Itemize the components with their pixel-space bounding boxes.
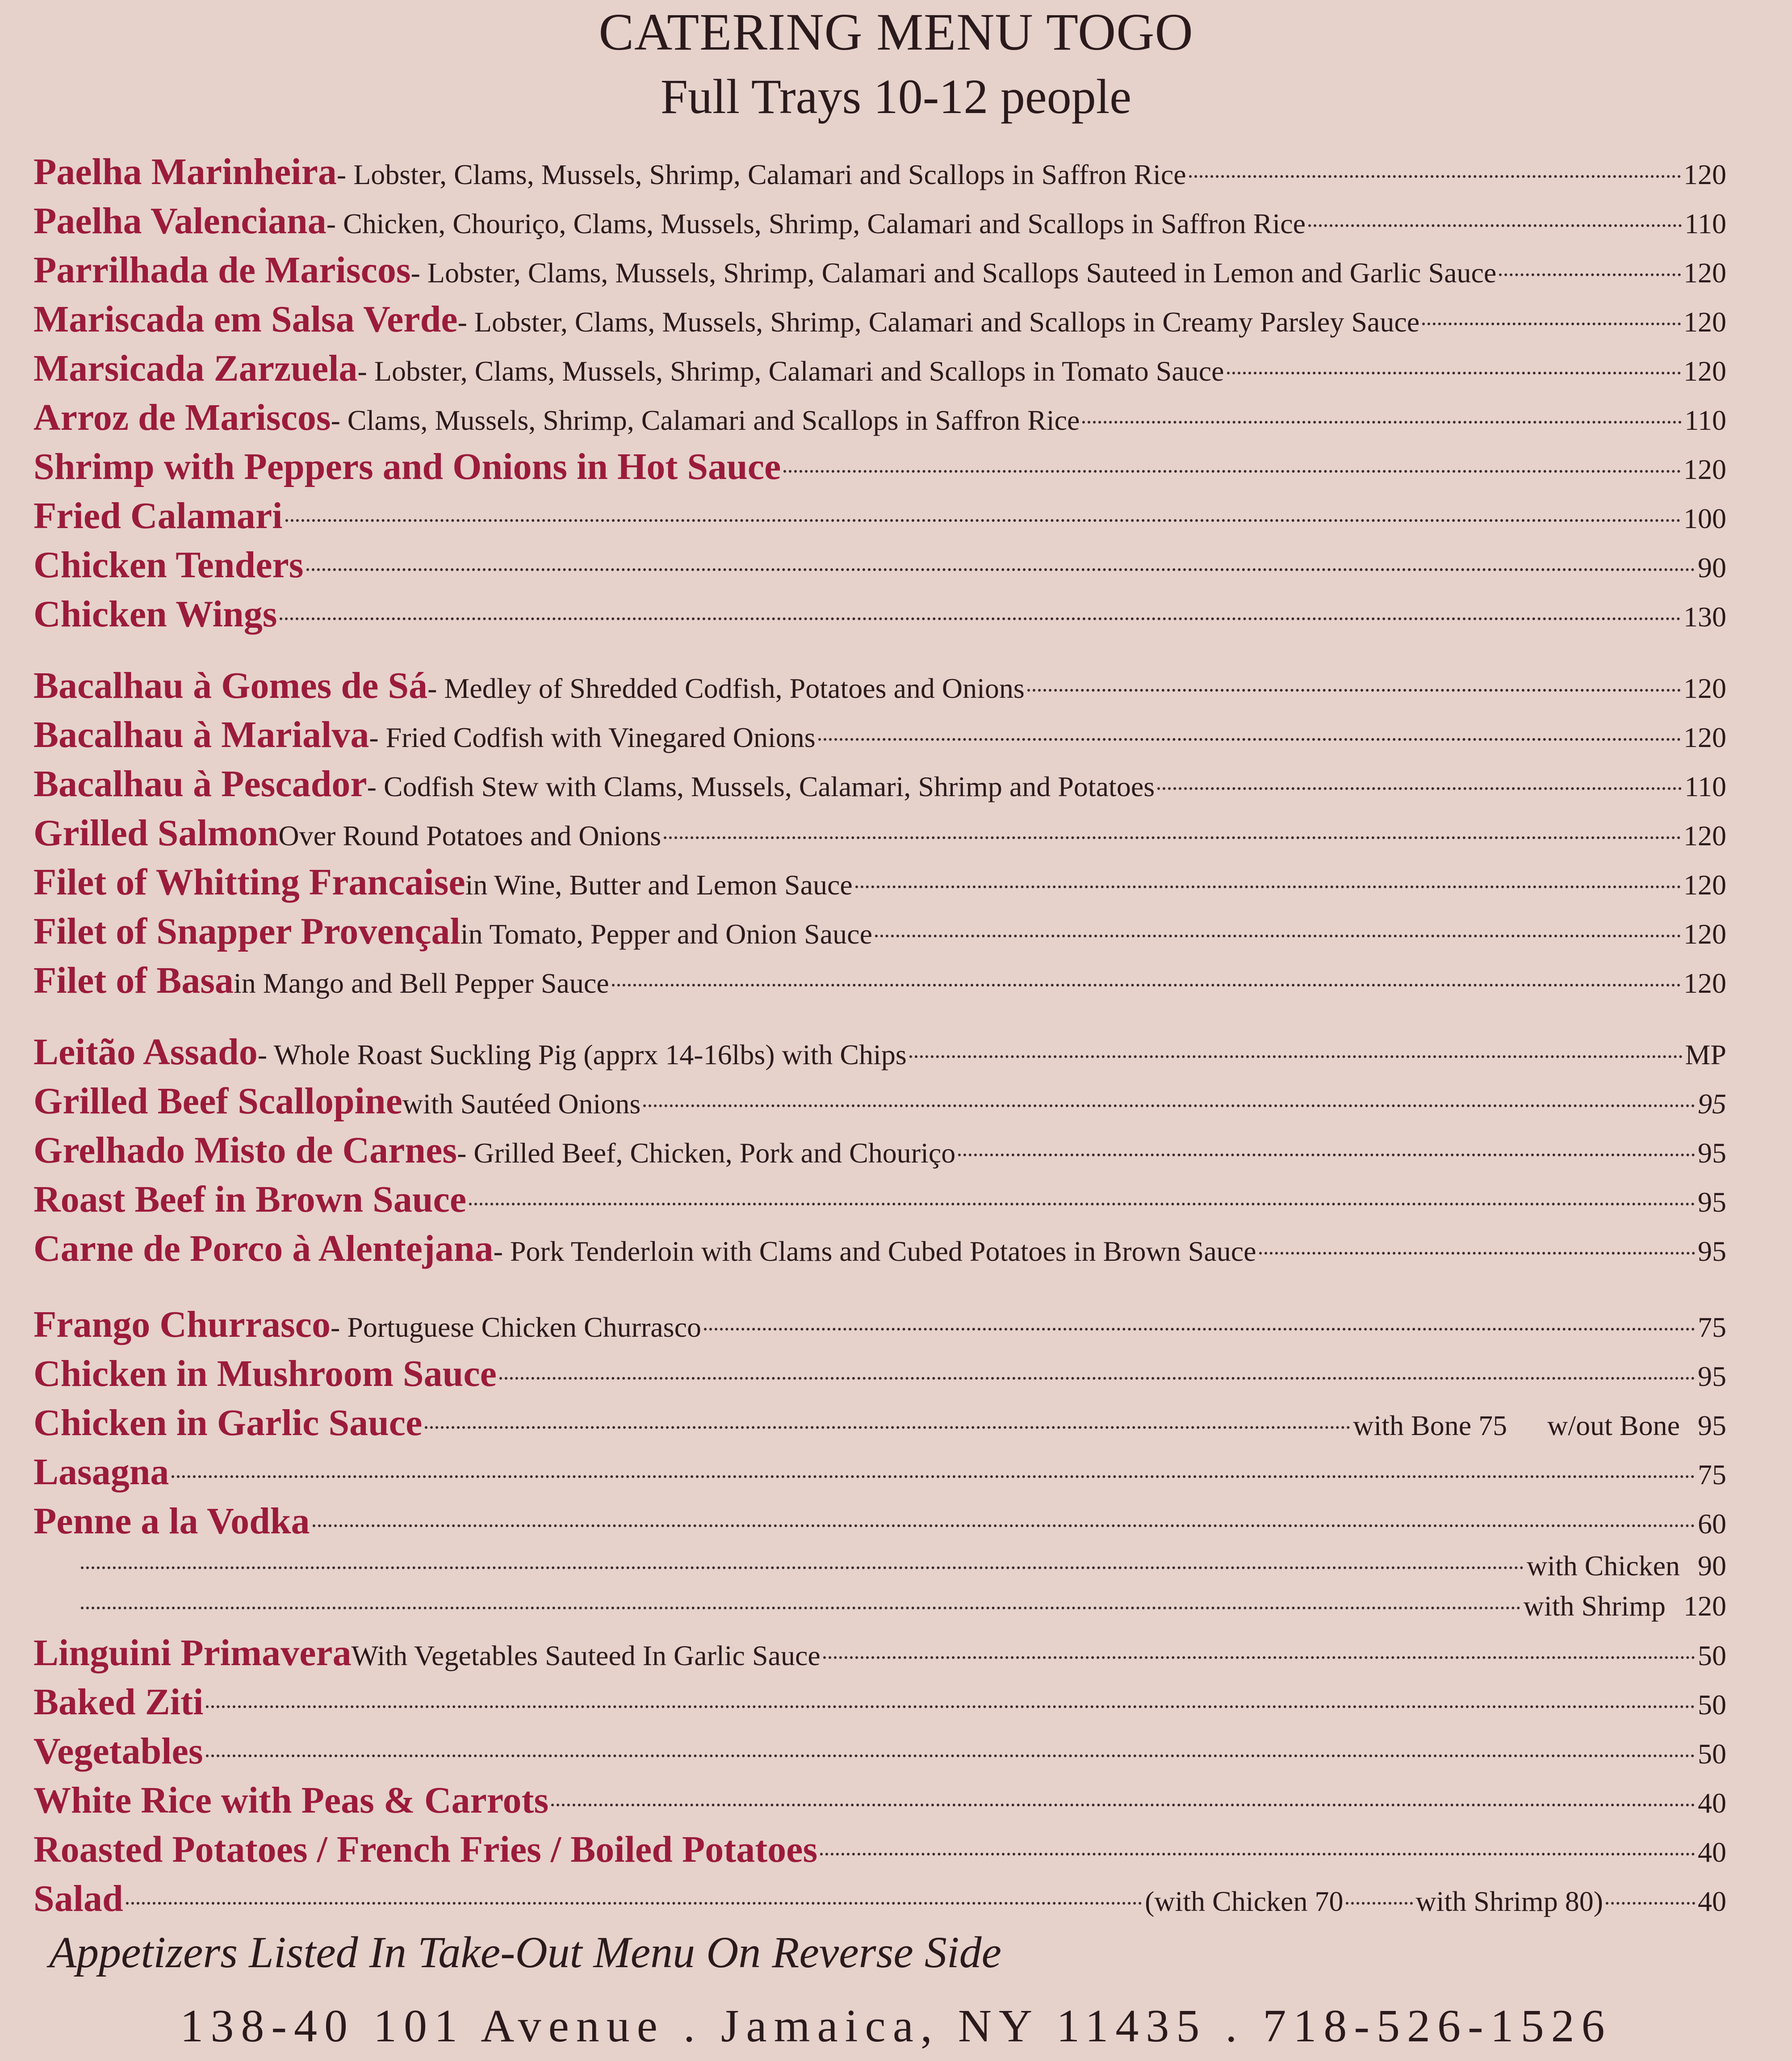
dot-leader <box>820 1853 1695 1855</box>
menu-item <box>33 393 1726 442</box>
dot-leader <box>612 984 1681 986</box>
menu-item <box>33 760 1726 809</box>
item-price: 75 <box>1698 1311 1726 1343</box>
dot-leader <box>1606 1902 1695 1905</box>
menu-item <box>33 1727 1726 1776</box>
item-price: 40 <box>1698 1787 1726 1819</box>
option-label: with Shrimp <box>1523 1590 1666 1622</box>
menu-item <box>33 491 1726 541</box>
item-description: - Codfish Stew with Clams, Mussels, Calamari, Shrimp and Potatoes <box>367 771 1155 802</box>
dot-leader <box>469 1203 1695 1205</box>
item-description: - Lobster, Clams, Mussels, Shrimp, Calamari and Scallops in Saffron Rice <box>336 159 1186 190</box>
menu-item <box>33 1077 1726 1126</box>
menu-item <box>33 197 1726 246</box>
item-price: 95 <box>1698 1186 1726 1218</box>
item-name: Filet of Basa <box>33 960 234 1001</box>
dot-leader <box>206 1755 1695 1757</box>
item-description: - Grilled Beef, Chicken, Pork and Chouriço <box>457 1137 956 1169</box>
item-price: 90 <box>1698 552 1726 583</box>
item-description: - Lobster, Clams, Mussels, Shrimp, Calamari and Scallops in Creamy Parsley Sauce <box>457 306 1420 338</box>
item-name: Grilled Beef Scallopine <box>33 1080 402 1122</box>
item-price: 50 <box>1698 1689 1726 1721</box>
item-price: 40 <box>1698 1836 1726 1868</box>
menu-title: CATERING MENU TOGO <box>599 3 1193 61</box>
menu-item <box>33 1224 1726 1273</box>
item-description: - Whole Roast Suckling Pig (apprx 14-16lbs) with Chips <box>257 1039 907 1070</box>
menu-item <box>33 1678 1726 1727</box>
dot-leader <box>823 1656 1695 1659</box>
dot-leader <box>81 1566 1524 1569</box>
item-name: Salad <box>33 1878 123 1919</box>
item-price: 130 <box>1683 601 1726 633</box>
item-name: Chicken Wings <box>33 593 277 635</box>
item-name: Roast Beef in Brown Sauce <box>33 1179 467 1220</box>
item-description: in Mango and Bell Pepper Sauce <box>233 967 609 999</box>
item-description: - Pork Tenderloin with Clams and Cubed Potatoes in Brown Sauce <box>493 1235 1256 1267</box>
item-description: - Lobster, Clams, Mussels, Shrimp, Calamari and Scallops in Tomato Sauce <box>357 355 1224 387</box>
item-name: Bacalhau à Pescador <box>33 763 367 805</box>
dot-leader <box>280 617 1681 620</box>
item-price: 120 <box>1683 672 1726 704</box>
item-name: Mariscada em Salsa Verde <box>33 298 458 340</box>
item-name: Grelhado Misto de Carnes <box>33 1129 457 1171</box>
item-price: 120 <box>1683 306 1726 338</box>
menu-item <box>33 1126 1726 1175</box>
dot-leader <box>818 738 1681 741</box>
dot-leader <box>958 1154 1695 1156</box>
dot-leader <box>909 1055 1683 1058</box>
dot-leader <box>126 1902 1142 1905</box>
item-name: Lasagna <box>33 1451 169 1493</box>
item-description: Over Round Potatoes and Onions <box>278 820 662 852</box>
dot-leader <box>313 1524 1695 1527</box>
menu-item <box>33 147 1726 197</box>
item-name: Leitão Assado <box>33 1031 258 1073</box>
menu-item <box>33 541 1726 590</box>
item-name: Chicken Tenders <box>33 544 304 586</box>
item-name: Linguini Primavera <box>33 1632 352 1674</box>
menu-item <box>33 858 1726 907</box>
dot-leader <box>1259 1252 1695 1255</box>
item-price: 120 <box>1683 820 1726 852</box>
item-price: 95 <box>1698 1235 1726 1267</box>
item-price: 120 <box>1683 918 1726 950</box>
menu-item <box>33 1349 1726 1398</box>
item-name: Shrimp with Peppers and Onions in Hot Sauce <box>33 446 781 487</box>
item-price: 100 <box>1683 503 1726 534</box>
item-description: - Chicken, Chouriço, Clams, Mussels, Shrimp, Calamari and Scallops in Saffron Rice <box>326 208 1306 239</box>
item-description: in Tomato, Pepper and Onion Sauce <box>460 918 872 950</box>
item-price: 75 <box>1698 1459 1726 1490</box>
item-description: with Sautéed Onions <box>402 1088 641 1120</box>
restaurant-address: 138-40 101 Avenue . Jamaica, NY 11435 . 718-526-1526 <box>180 2000 1612 2052</box>
dot-leader <box>875 935 1681 937</box>
menu-item <box>33 661 1726 710</box>
item-price: 110 <box>1684 771 1726 802</box>
salad-chicken-option: (with Chicken 70 <box>1145 1885 1344 1917</box>
dot-leader <box>783 470 1681 473</box>
item-price: 120 <box>1683 869 1726 901</box>
menu-item <box>33 1028 1726 1077</box>
item-name: Arroz de Mariscos <box>33 397 331 438</box>
item-price: MP <box>1685 1039 1726 1070</box>
item-price: 110 <box>1684 208 1726 239</box>
item-price: 120 <box>1683 453 1726 485</box>
dot-leader <box>1082 421 1682 424</box>
dot-leader <box>499 1377 1695 1380</box>
dot-leader <box>551 1804 1695 1806</box>
item-name: Chicken in Garlic Sauce <box>33 1402 423 1444</box>
menu-item <box>33 907 1726 956</box>
item-name: Bacalhau à Gomes de Sá <box>33 665 428 706</box>
dot-leader <box>1027 689 1681 692</box>
dot-leader <box>664 836 1681 839</box>
menu-item <box>33 710 1726 760</box>
dot-leader <box>306 568 1696 571</box>
penne-option <box>78 1546 1726 1586</box>
item-name: Penne a la Vodka <box>33 1500 310 1542</box>
item-name: Chicken in Mushroom Sauce <box>33 1353 497 1394</box>
menu-item <box>33 442 1726 491</box>
item-price: 50 <box>1698 1738 1726 1770</box>
reverse-side-note: Appetizers Listed In Take-Out Menu On Reverse Side <box>49 1927 1001 1977</box>
item-name: Marsicada Zarzuela <box>33 348 358 389</box>
menu-item <box>33 956 1726 1005</box>
item-name: Filet of Whitting Francaise <box>33 861 465 903</box>
item-price: 120 <box>1683 722 1726 753</box>
menu-item <box>33 1776 1726 1825</box>
menu-item <box>33 1825 1726 1874</box>
salad-shrimp-option: with Shrimp 80) <box>1415 1885 1603 1917</box>
item-name: Paelha Marinheira <box>33 151 337 193</box>
item-description: - Clams, Mussels, Shrimp, Calamari and Scallops in Saffron Rice <box>331 404 1080 436</box>
menu-item <box>33 344 1726 393</box>
item-price: 110 <box>1684 404 1726 436</box>
dot-leader <box>1157 787 1682 790</box>
dot-leader <box>81 1607 1521 1609</box>
item-name: Bacalhau à Marialva <box>33 714 369 756</box>
item-price: 120 <box>1683 355 1726 387</box>
menu-item <box>33 590 1726 639</box>
item-description: With Vegetables Sauteed In Garlic Sauce <box>351 1640 821 1671</box>
menu-item <box>33 1448 1726 1497</box>
item-description: - Lobster, Clams, Mussels, Shrimp, Calamari and Scallops Sauteed in Lemon and Garlic Sauce <box>410 257 1497 289</box>
item-name: Carne de Porco à Alentejana <box>33 1228 494 1269</box>
dot-leader <box>425 1426 1350 1429</box>
dot-leader <box>172 1475 1695 1478</box>
with-bone-price: with Bone 75 <box>1353 1410 1507 1441</box>
item-price: 50 <box>1698 1640 1726 1671</box>
item-description: in Wine, Butter and Lemon Sauce <box>465 869 853 901</box>
menu-item <box>33 1175 1726 1224</box>
item-name: Filet of Snapper Provençal <box>33 911 461 952</box>
dot-leader <box>206 1705 1695 1708</box>
dot-leader <box>704 1328 1695 1331</box>
item-name: Vegetables <box>33 1730 203 1772</box>
item-name: Baked Ziti <box>33 1681 204 1723</box>
item-description: - Fried Codfish with Vinegared Onions <box>369 722 816 753</box>
dot-leader <box>1308 224 1682 227</box>
dot-leader <box>1227 372 1681 374</box>
item-name: Grilled Salmon <box>33 812 279 854</box>
menu-item <box>33 1629 1726 1678</box>
item-description: - Medley of Shredded Codfish, Potatoes and Onions <box>427 672 1025 704</box>
dot-leader <box>1189 175 1681 178</box>
item-name: Roasted Potatoes / French Fries / Boiled Potatoes <box>33 1829 818 1870</box>
dot-leader <box>285 519 1681 522</box>
menu-item <box>33 246 1726 295</box>
item-price: 120 <box>1683 257 1726 289</box>
penne-option <box>78 1586 1726 1626</box>
option-label: with Chicken <box>1526 1550 1680 1582</box>
item-name: Parrilhada de Mariscos <box>33 249 411 291</box>
without-bone-label: w/out Bone <box>1547 1410 1680 1441</box>
item-name: Fried Calamari <box>33 495 283 537</box>
item-description: - Portuguese Chicken Churrasco <box>330 1311 701 1343</box>
item-name: White Rice with Peas & Carrots <box>33 1780 549 1821</box>
dot-leader <box>1422 323 1681 325</box>
dot-leader <box>643 1104 1695 1107</box>
item-name: Frango Churrasco <box>33 1304 331 1345</box>
menu-item <box>33 1300 1726 1349</box>
option-price: 120 <box>1683 1590 1726 1622</box>
option-price: 90 <box>1698 1550 1726 1582</box>
dot-leader <box>1499 273 1681 276</box>
menu-item <box>33 295 1726 344</box>
menu-subtitle: Full Trays 10-12 people <box>660 69 1132 124</box>
item-price: 120 <box>1683 159 1726 190</box>
dot-leader <box>1346 1902 1413 1905</box>
item-price: 95 <box>1698 1088 1726 1120</box>
menu-item <box>33 1497 1726 1546</box>
item-price: 40 <box>1698 1885 1726 1917</box>
item-price: 60 <box>1698 1508 1726 1540</box>
item-price: 95 <box>1698 1137 1726 1169</box>
menu-item <box>33 1874 1726 1923</box>
item-price: 120 <box>1683 967 1726 999</box>
item-name: Paelha Valenciana <box>33 200 327 242</box>
dot-leader <box>855 886 1681 888</box>
item-price: 95 <box>1698 1410 1726 1441</box>
menu-item <box>33 1398 1726 1448</box>
menu-item <box>33 809 1726 858</box>
item-price: 95 <box>1698 1360 1726 1392</box>
